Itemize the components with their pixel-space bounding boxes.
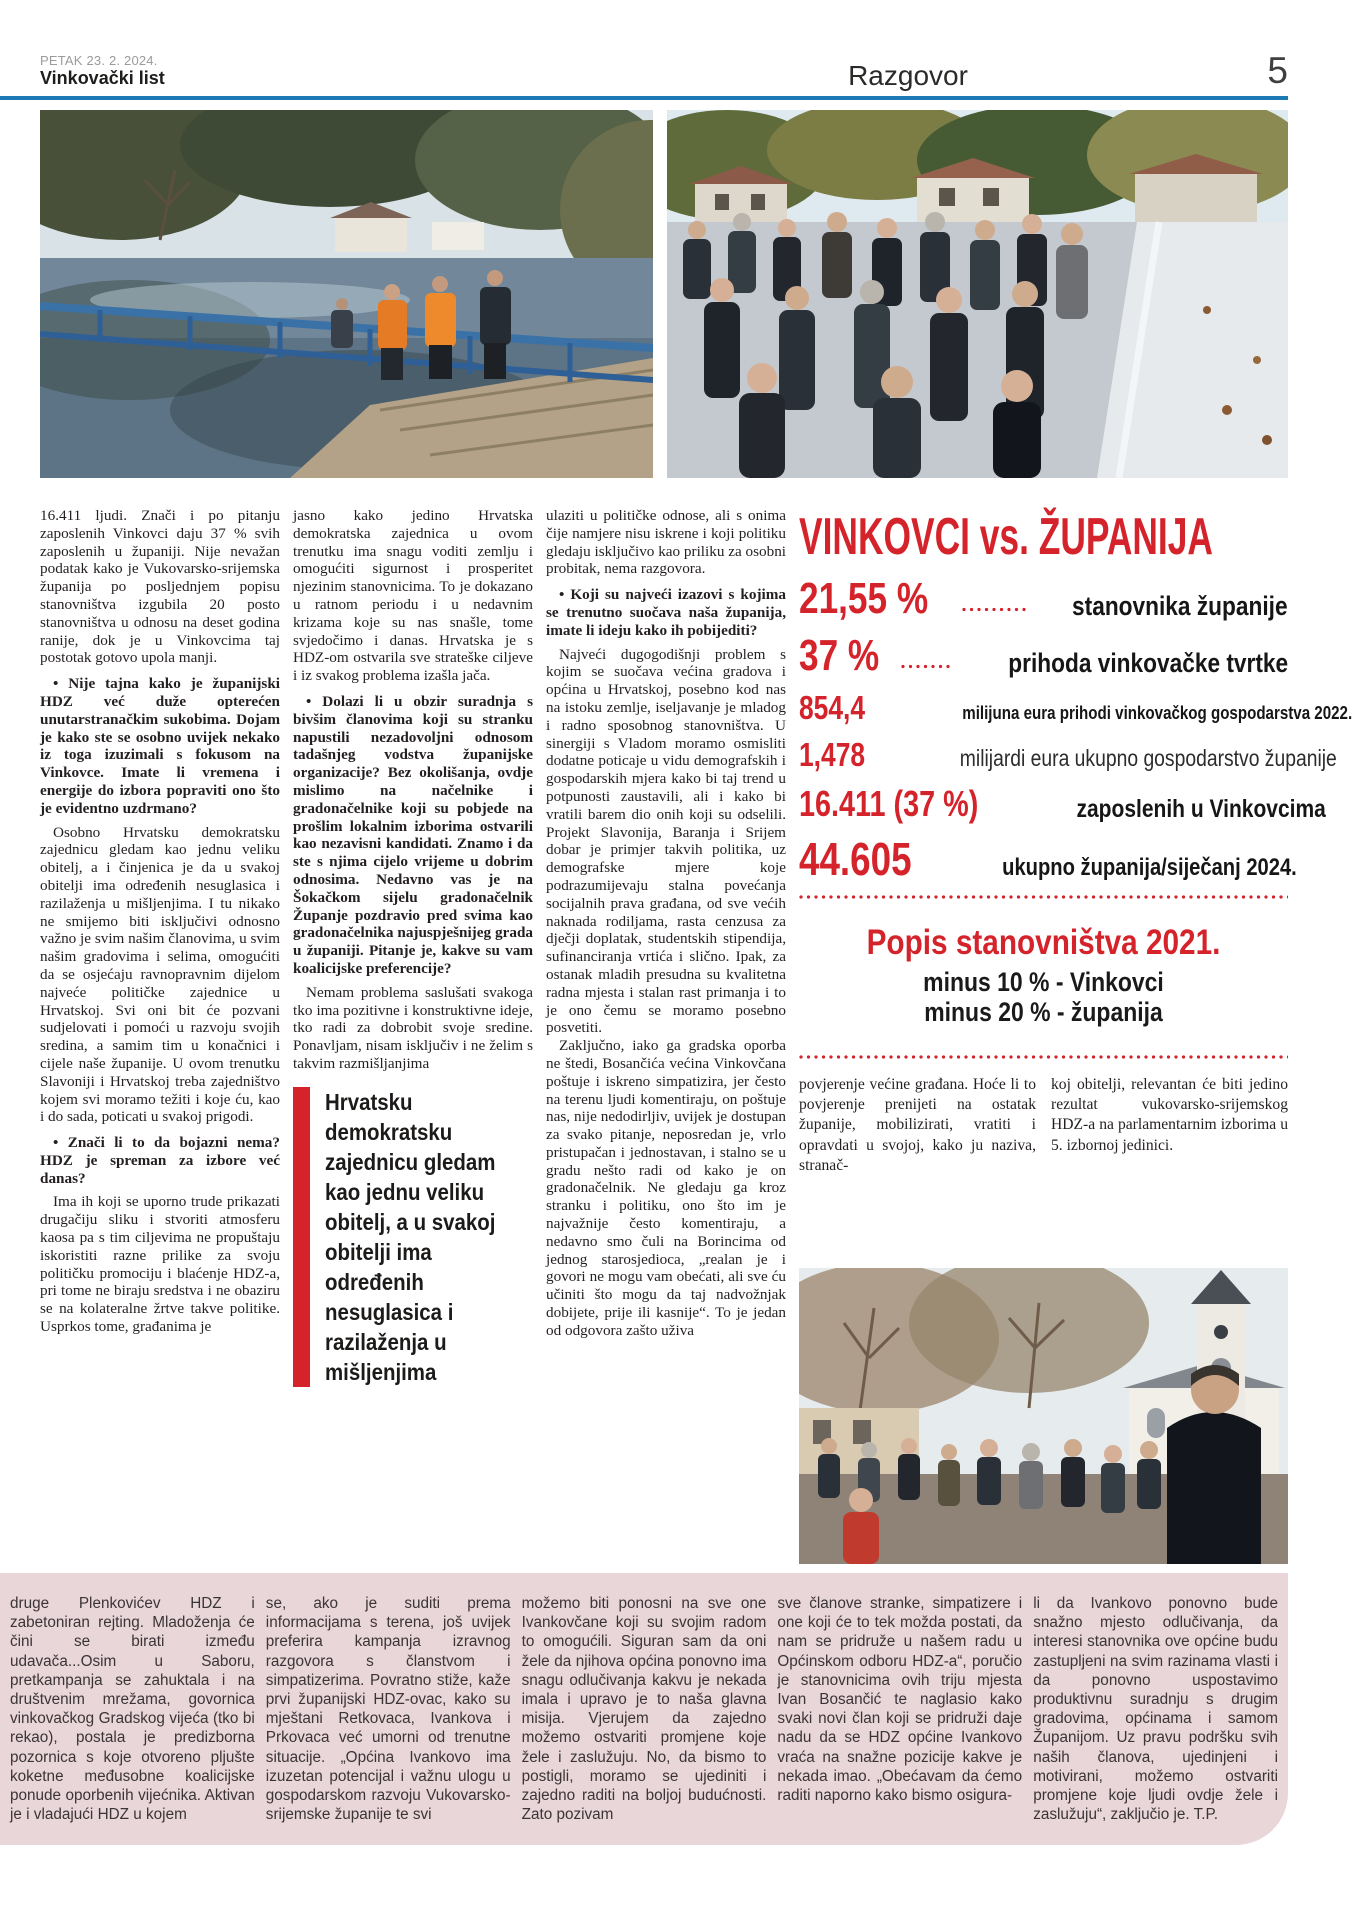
stat-row — [799, 783, 1327, 824]
footer-column: se, ako je suditi prema informacijama s terena, još uvijek preferira kampanja izravnog razgovora s članstvom i simpatizerima. Povratno stiže, kaže prvi županijski HDZ-ovac, kako su mještani Retkovaca, Ivankova i Prkovaca već umorni od trenutne situacije. „Općina Ivankovo ima izuzetan potencijal i važnu ulogu u gospodarskom razvoju Vukovarsko-srijemske županije te svi — [265, 1595, 511, 1824]
stat-value: 44.605 — [799, 833, 912, 885]
article-column-2 — [293, 507, 533, 1387]
panel-text-column-2: koj obitelji, relevantan će biti jedino rezultat vukovarsko-srijemskog HDZ-a na parlamentarnim izborima u 5. izbornoj jedinici. — [1051, 1076, 1288, 1154]
stat-row — [799, 833, 1297, 885]
census-block — [799, 923, 1288, 1027]
stat-value: 1,478 — [799, 736, 866, 773]
census-lines — [799, 967, 1288, 1027]
photo-crowd-walking-art — [667, 110, 1288, 478]
stat-value: 16.411 (37 %) — [799, 783, 979, 824]
article-column-1 — [40, 507, 280, 1336]
stat-row — [799, 574, 1288, 623]
pull-quote-text: Hrvatsku demokratsku zajednicu gledam kao jednu veliku obitelj, a u svakoj obitelji ima određenih nesuglasica i razilaženja u mišljenjima — [325, 1088, 496, 1385]
body-paragraph: ulaziti u političke odnose, ali s onima čije namjere nisu iskrene i koji politiku gledaju isključivo kao priliku za osobni probitak, nema razgovora. — [546, 507, 787, 578]
question-paragraph: • Znači li to da bojazni nema? HDZ je spreman za izbore već danas? — [40, 1134, 280, 1187]
stat-leader-dots — [962, 607, 1027, 612]
question-paragraph: • Koji su najveći izazovi s kojima se trenutno suočava naša županija, imate li ideju kako ih pobijediti? — [546, 586, 786, 639]
body-paragraph: 16.411 ljudi. Znači i po pitanju zaposlenih Vinkovci daju 37 % svih zaposlenih u županiji. Nije nevažan podatak kako je Vukovarsko-srijemska županija po posljednjem popisu stanovništva izgubila 20 posto stanovništva u odnosu na deset godina ranije, dok je u Vinkovcima taj postotak gotovo upola manji. — [40, 507, 280, 667]
body-paragraph: Ima ih koji se uporno trude prikazati drugačiju sliku i stvoriti atmosferu kaosa pa s tim ciljevima ne propuštaju iskoristiti razne prilike za svoju političku promociju i blaćenje HDZ-a, pri tome ne biraju sredstva i ne obaziru se na kolateralne žrtve takve politike. Usprkos tome, građanima je — [40, 1193, 280, 1336]
pull-quote-bar — [293, 1087, 310, 1387]
masthead-date: PETAK 23. 2. 2024. — [40, 53, 158, 68]
footer-column: druge Plenkovićev HDZ i zabetoniran rejting. Mladoženja će čini se birati između udavača...Osim u Saboru, pretkampanja se zahuktala i na društvenim mrežama, govornica vinkovačkog Gradskog vijeća (tko bi rekao), postala je predizborna pozornica s koje otvoreno pljušte koketne međusobne koalicijske ponude oporbenih vijećnika. Aktivan je i vladajući HDZ u kojem — [10, 1595, 255, 1824]
stat-label: ukupno županija/siječanj 2024. — [1001, 854, 1297, 881]
stats-panel-title: VINKOVCI vs. ŽUPANIJA — [799, 508, 1213, 566]
page-number: 5 — [1267, 50, 1288, 91]
photo-town-square — [799, 1268, 1288, 1564]
dotted-divider — [799, 895, 1288, 899]
photo-riverside-bridge-art — [40, 110, 653, 478]
question-paragraph: • Nije tajna kako je županijski HDZ već duže opterećen unutarstranačkim sukobima. Dojam je kako ste se osobno uvijek nekako iz toga izuzimali s fokusom na Vinkovce. Imate li vremena i energije do izbora popraviti ono što je evidentno uzdrmano? — [40, 675, 280, 817]
stat-label: milijuna eura prihodi vinkovačkog gospodarstva 2022. — [961, 703, 1352, 723]
stat-row — [799, 736, 1337, 773]
photo-riverside-bridge — [40, 110, 653, 478]
stat-label: stanovnika županije — [1072, 591, 1288, 621]
article-column-3 — [546, 507, 786, 1340]
stats-panel — [799, 505, 1352, 1176]
stat-leader-dots — [901, 664, 951, 669]
body-paragraph: Osobno Hrvatsku demokratsku zajednicu gledam kao jednu veliku obitelj, a i činjenica je da u svakoj obitelji ima određenih nesuglasica i razilaženja u mišljenjima. I tu nikako ne smijemo biti isključivi odnosno važno je svim našim članovima, u svim našim gradovima i selima, omogućiti da se osjećaju ravnopravnim dijelom najveće političke zajednice u Hrvatskoj. Svi oni bit će pozvani sudjelovati i pomoći u razvoju svojih sredina, a samim tim u konačnici i cijele naše županije. U ovom trenutku Slavoniji i Hrvatskoj treba zajedništvo kojem svi moramo težiti i koje ću, kao i do sada, poticati u svakoj prigodi. — [40, 823, 281, 1126]
section-title: Razgovor — [848, 60, 968, 91]
footer-column: možemo biti ponosni na sve one Ivankovčane koji su svojim radom to omogućili. Siguran sam da oni žele da njihova općina ponovno ima snagu odlučivanja kakvu je nekada imala i upravo je to naša glavna misija. Vjerujem da zajedno možemo ostvariti promjene koje žele i zaslužuju. No, da bismo to postigli, moramo se ujediniti i zajedno raditi na boljoj budućnosti. Zato pozivam — [521, 1595, 767, 1824]
stat-label: milijardi eura ukupno gospodarstvo županije — [959, 745, 1337, 771]
photo-crowd-walking — [667, 110, 1288, 478]
stat-label: prihoda vinkovačke tvrtke — [1008, 648, 1288, 678]
panel-text-columns — [799, 1075, 1288, 1176]
footer-column: sve članove stranke, simpatizere i one koji će to tek možda postati, da nam se pridruže u našem radu u Općinskom odboru HDZ-a“, poručio je stanovnicima ovih triju mjesta Ivan Bosančić te naglasio kako svaki novi član koji se pridruži daje nadu da se HDZ općine Ivankovo vraća na snažne pozicije kakve je nekada imao. „Obećavam da ćemo raditi naporno kako bismo osigura- — [777, 1595, 1023, 1805]
stat-label: zaposlenih u Vinkovcima — [1076, 795, 1327, 823]
census-line: minus 20 % - županija — [924, 997, 1163, 1027]
question-paragraph: • Dolazi li u obzir suradnja s bivšim članovima koji su stranku napustili nezadovoljni odnosom tadašnjeg vodstva županijske organizacije? Bez okolišanja, ovdje mislimo na načelnike i gradonačelnike koji su pobjede na prošlim lokalnim izborima ostvarili kao nezavisni kandidati. Znamo i da ste s njima cijelo vrijeme u dobrim odnosima. Nedavno vas je na Šokačkom sijelu gradonačelnik Županje pozdravio pred svima kao gradonačelnika najuspješnijeg grada u županiji. Pitanje je, kakve su vam koalicijske preferencije? — [293, 692, 533, 977]
stat-value: 854,4 — [799, 689, 866, 726]
census-line: minus 10 % - Vinkovci — [923, 967, 1164, 997]
stat-row — [799, 631, 1288, 680]
body-paragraph: jasno kako jedino Hrvatska demokratska zajednica u ovom trenutku ima snagu voditi zemlju i omogućiti sigurnost i prosperitet njezinim stanovnicima. To je dokazano u ratnom periodu i u nedavnim krizama koje su nas snašle, tome svjedočimo i danas. Hrvatska je s HDZ-om ostvarila sve strateške ciljeve i iz svakog problema izašla jača. — [293, 507, 533, 685]
stat-value: 21,55 % — [799, 574, 929, 623]
stats-rows — [799, 574, 1352, 885]
photo-town-square-art — [799, 1268, 1288, 1564]
masthead-title: Vinkovački list — [40, 68, 165, 88]
stat-row — [799, 689, 1352, 726]
body-paragraph: Nemam problema saslušati svakoga tko ima pozitivne i konstruktivne ideje, tko radi za dobrobit svoje sredine. Ponavljam, nisam isključiv i ne želim s takvim razmišljanjima — [293, 983, 533, 1072]
footer-column: li da Ivankovo ponovno bude snažno mjesto odlučivanja, da interesi stanovnika ove općine budu zastupljeni na svim razinama vlasti i da ponovno uspostavimo produktivnu suradnju s drugim gradovima, općinama i samom Županijom. Uz pravu podršku svih naših članova, ujedinjeni i motivirani, možemo ostvariti promjene koje ljudi ovdje žele i zaslužuju“, zaključio je. T.P. — [1033, 1595, 1278, 1824]
body-paragraph: Zaključno, iako ga gradska oporba ne štedi, Bosančića većina Vinkovčana poštuje i iskreno simpatizira, jer često na terenu ljudi komentiraju, on poštuje nas, nije nedodirljiv, uvijek je dostupan za svako pitanje, neposredan je, vrlo pristupačan i jednostavan, i stalno se u gradu nešto radi od kako je on gradonačelnik. Ne gledaju ga kroz stranku i politiku, ono što im je najvažnije često komentiraju, a nedavno smo čuli na Borincima od jednog starosjedioca, „realan je i govori ne mogu vam obećati, ali sve ću učiniti što mogu da taj nadvožnjak dobijete, prije ili kasnije“. To je jedan od odgovora zašto uživa — [546, 1037, 786, 1339]
dotted-divider — [799, 1055, 1288, 1059]
panel-text-column-1: povjerenje većine građana. Hoće li to povjerenje prenijeti na ostatak županije, mobilizirati, vratiti i opravdati u svojoj, kako ju naziva, stranač- — [799, 1076, 1036, 1174]
body-paragraph: Najveći dugogodišnji problem s kojim se suočava većina gradova i općina u Hrvatskoj, posebno kod nas na istoku zemlje, iseljavanje je mladog i radno sposobnog stanovništva. U sinergiji s Vladom moramo osmisliti dodatne poticaje u vidu demografskih i gospodarskih mjera kako bi taj trend u potpunosti zaustavili, ali i kako bi vratili barem dio onih koji su odselili. Projekt Slavonija, Baranja i Srijem dobar je primjer takvih politika, uz demografske mjere koje podrazumijevaju stalna povećanja socijalnih prava građana, od sve većih naknada rodiljama, rasta cenzusa za dječji doplatak, studentskih stipendija, sufinanciranja vrtića i slično. Ipak, za ostanak mladih presudna su kvalitetna radna mjesta i stalan rast primanja i to je ono čemu se moramo posebno posvetiti. — [546, 645, 786, 1037]
pull-quote — [293, 1087, 533, 1387]
census-title: Popis stanovništva 2021. — [866, 923, 1221, 962]
stat-value: 37 % — [799, 631, 880, 680]
footer-strip — [0, 1573, 1288, 1845]
header-rule — [0, 96, 1288, 100]
